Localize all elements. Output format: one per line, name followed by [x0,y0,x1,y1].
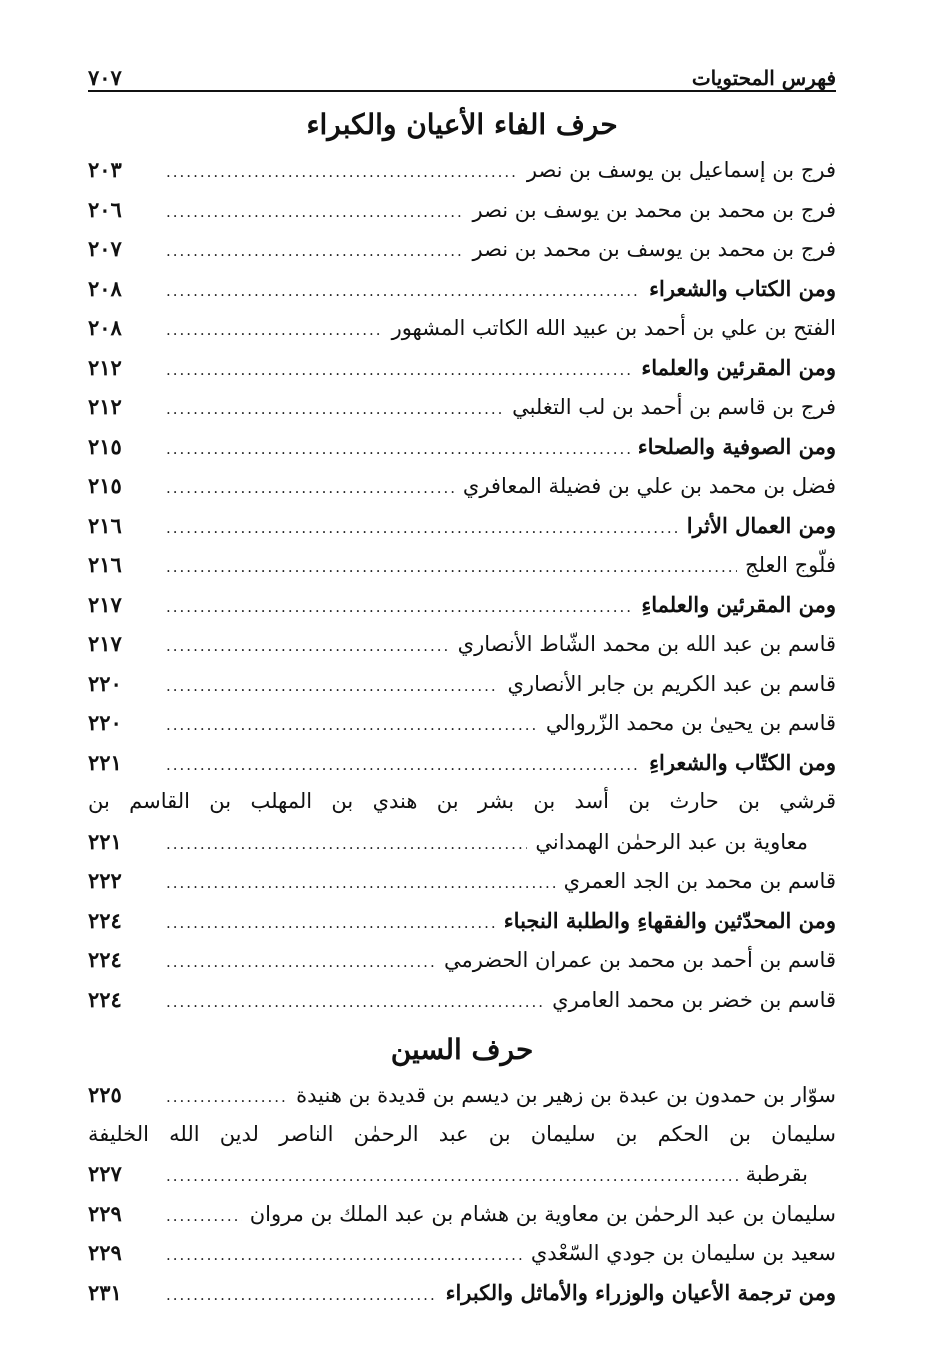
entry-title: فرج بن قاسم بن أحمد بن لب التغلبي [512,395,836,419]
entry-page-number: ٢٢٢ [88,868,122,893]
entry-title: قاسم بن محمد بن الجد العمري [563,869,836,893]
dot-leader [166,943,436,983]
entry-row [88,664,836,704]
entry-title: ومن الكتاب والشعراء [649,275,836,301]
category-heading-row [88,1273,836,1313]
dot-leader [166,390,504,430]
dot-leader [166,904,496,944]
entry-row [88,1194,836,1234]
entry-title: ومن ترجمة الأعيان والوزراء والأماثل والكبراء [445,1279,836,1305]
entry-title: فلّوج العلج [745,553,836,577]
entry-row [88,822,836,862]
entry-row [88,387,836,427]
dot-leader [166,1157,738,1197]
dot-leader [166,1236,523,1276]
entry-title: الفتح بن علي بن أحمد بن عبيد الله الكاتب المشهور [391,316,836,340]
entry-title: بقرطبة [745,1162,808,1186]
entry-title: فضل بن محمد بن علي بن فضيلة المعافري [462,474,836,498]
entry-page-number: ٢٢١ [88,828,122,854]
section-title: حرف الفاء الأعيان والكبراء [306,108,618,141]
dot-leader [166,232,464,272]
entry-row [88,190,836,230]
dot-leader [166,1197,242,1237]
entry-page-number: ٢٢٩ [88,1200,122,1226]
entry-title: ومن الصوفية والصلحاء [637,433,836,459]
category-heading-row [88,901,836,941]
entry-page-number: ٢٢٤ [88,907,122,933]
entry-title: ومن العمال الأثرا [686,512,836,538]
dot-leader [166,864,556,904]
entry-page-number: ٢٢٧ [88,1161,122,1186]
dot-leader [166,272,641,312]
entry-row [88,703,836,743]
entry-title: سعيد بن سليمان بن جودي السّعْدي [530,1241,836,1265]
entry-title: فرج بن إسماعيل بن يوسف بن نصر [526,158,836,182]
table-of-contents [88,100,836,1312]
entry-page-number: ٢٢١ [88,749,122,775]
entry-title: قاسم بن يحيىٰ بن محمد الزّروالي [545,711,836,735]
entry-row [88,466,836,506]
category-heading-row [88,427,836,467]
entry-page-number: ٢٠٨ [88,275,122,301]
running-title: فهرس المحتويات [691,66,836,90]
entry-title: معاوية بن عبد الرحمٰن الهمداني [535,829,808,854]
entry-page-number: ٢٢٤ [88,947,122,972]
dot-leader [166,1078,288,1118]
category-heading-row [88,506,836,546]
category-heading-row [88,269,836,309]
entry-page-number: ٢١٧ [88,631,122,656]
entry-row [88,624,836,664]
entry-page-number: ٢١٧ [88,591,122,617]
entry-title: فرج بن محمد بن محمد بن يوسف بن نصر [472,197,836,222]
entry-title: سليمان بن عبد الرحمٰن بن معاوية بن هشام بن عبد الملك بن مروان [249,1201,836,1226]
entry-title: فرج بن محمد بن يوسف بن محمد بن نصر [472,237,836,261]
dot-leader [166,193,464,233]
entry-page-number: ٢٠٣ [88,157,122,182]
entry-first-line: قرشي بن حارث بن أسد بن بشر بن هندي بن المهلب بن القاسم بن [88,789,836,813]
entry-row [88,308,836,348]
dot-leader [166,825,527,865]
dot-leader [166,548,737,588]
entry-title: سوّار بن حمدون بن عبدة بن زهير بن ديسم بن قديدة بن هنيدة [296,1083,836,1107]
entry-row [88,1075,836,1115]
dot-leader [166,706,538,746]
dot-leader [166,588,633,628]
dot-leader [166,430,630,470]
dot-leader [166,746,641,786]
entry-page-number: ٢١٢ [88,354,122,380]
entry-row [88,940,836,980]
entry-row [88,229,836,269]
section-title: حرف السين [390,1033,534,1066]
entry-list [88,1075,836,1312]
entry-page-number: ٢٢٩ [88,1240,122,1265]
entry-title: ومن المقرئين والعلماءِ [641,591,836,617]
entry-page-number: ٢١٥ [88,473,122,498]
category-heading-row [88,585,836,625]
dot-leader [166,153,519,193]
category-heading-row [88,743,836,783]
entry-row [88,1233,836,1273]
dot-leader [166,667,499,707]
entry-page-number: ٢٠٨ [88,315,122,340]
entry-page-number: ٢١٥ [88,433,122,459]
entry-title: ومن المحدّثين والفقهاءِ والطلبة النجباء [503,907,836,933]
dot-leader [166,311,384,351]
entry-row [88,545,836,585]
entry-row [88,1154,836,1194]
dot-leader [166,983,544,1023]
entry-row [88,980,836,1020]
entry-row [88,861,836,901]
dot-leader [166,509,679,549]
entry-page-number: ٢٠٧ [88,236,122,261]
entry-page-number: ٢١٢ [88,394,122,419]
entry-title: قاسم بن عبد الكريم بن جابر الأنصاري [507,671,836,696]
page-header [88,58,836,92]
entry-page-number: ٢٣١ [88,1279,122,1305]
page-number: ٧٠٧ [88,65,122,90]
entry-page-number: ٢٢٤ [88,986,122,1012]
entry-title: ومن الكتّاب والشعراءِ [649,749,836,775]
entry-first-line: سليمان بن الحكم بن سليمان بن عبد الرحمٰن الناصر لدين الله الخليفة [88,1121,836,1146]
category-heading-row [88,348,836,388]
entry-page-number: ٢٢٠ [88,710,122,735]
entry-title: قاسم بن عبد الله بن محمد الشّاط الأنصاري [457,632,836,656]
entry-page-number: ٢١٦ [88,512,122,538]
entry-page-number: ٢١٦ [88,552,122,577]
entry-list [88,150,836,1019]
dot-leader [166,351,633,391]
entry-page-number: ٢٠٦ [88,196,122,222]
entry-title: ومن المقرئين والعلماء [641,354,836,380]
entry-title: قاسم بن أحمد بن محمد بن عمران الحضرمي [443,948,836,972]
dot-leader [166,469,455,509]
index-page [88,58,836,1312]
entry-page-number: ٢٢٠ [88,670,122,696]
entry-row [88,150,836,190]
entry-page-number: ٢٢٥ [88,1082,122,1107]
dot-leader [166,627,450,667]
dot-leader [166,1276,438,1316]
entry-title: قاسم بن خضر بن محمد العامري [552,987,836,1012]
